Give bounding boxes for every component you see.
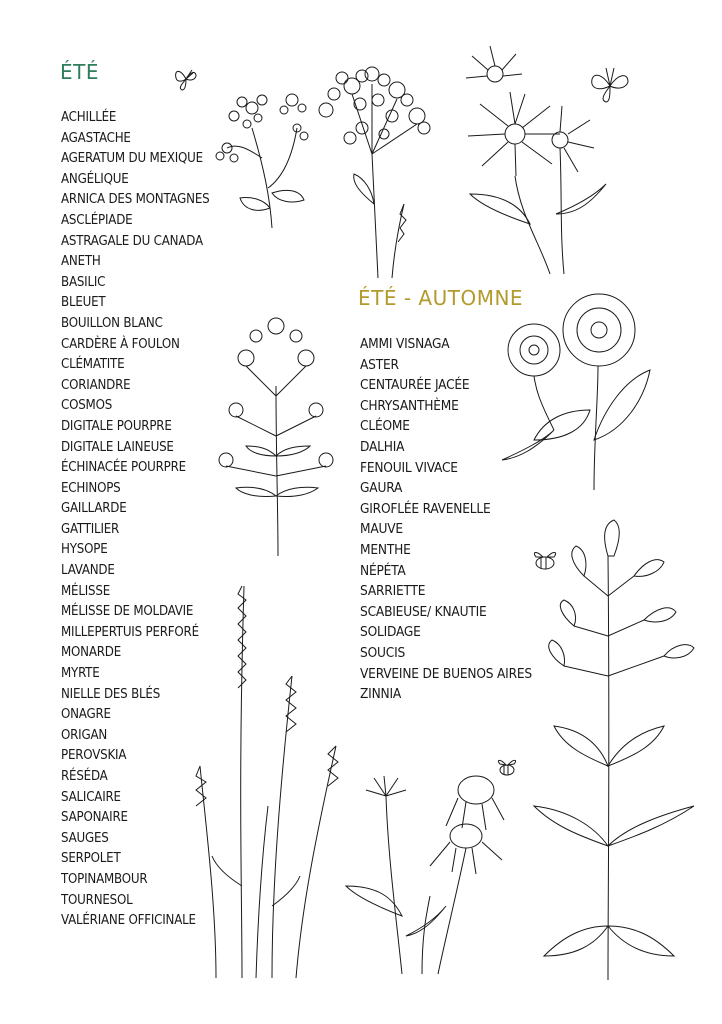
plant-list-item: RÉSÉDA: [61, 769, 108, 784]
plant-list-item: SCABIEUSE/ KNAUTIE: [360, 603, 487, 620]
plant-list-item: CARDÈRE À FOULON: [61, 336, 180, 352]
plant-list-item: GATTILIER: [61, 521, 120, 537]
plant-list-item: PEROVSKIA: [61, 748, 127, 764]
plant-list-item: SOLIDAGE: [360, 624, 421, 641]
plant-list-item: ANGÉLIQUE: [61, 171, 129, 187]
zinnia-icon: [494, 290, 674, 490]
plant-list-item: MAUVE: [360, 521, 403, 538]
plant-list-item: FENOUIL VIVACE: [360, 459, 458, 476]
plant-list-item: SARRIETTE: [360, 583, 426, 600]
speedwell-spikes-icon: [176, 586, 340, 978]
plant-list-item: ANETH: [61, 254, 101, 270]
plant-list-item: ARNICA DES MONTAGNES: [61, 192, 210, 208]
plant-list-item: GIROFLÉE RAVENELLE: [360, 500, 491, 517]
plant-list-item: ORIGAN: [61, 727, 108, 743]
plant-list-item: BLEUET: [61, 295, 106, 311]
plant-list-item: MÉLISSE DE MOLDAVIE: [61, 604, 194, 620]
plant-list-item: TOPINAMBOUR: [61, 871, 148, 887]
plant-list-item: AGASTACHE: [61, 130, 131, 146]
yarrow-flower-icon: [312, 64, 442, 278]
plant-list-item: ASTRAGALE DU CANADA: [61, 233, 203, 249]
coneflower-icon: [326, 756, 516, 974]
plant-list-item: AMMI VISNAGA: [360, 336, 450, 352]
plant-list-item: BOUILLON BLANC: [61, 315, 163, 331]
plant-list-item: DIGITALE LAINEUSE: [61, 439, 174, 455]
plant-list-item: MÉLISSE: [61, 583, 110, 599]
plant-list-item: MYRTE: [61, 666, 100, 682]
butterfly-icon: [588, 66, 632, 106]
plant-list-item: MONARDE: [61, 645, 122, 661]
plant-list-item: COSMOS: [61, 398, 113, 414]
plant-list-item: SAPONAIRE: [61, 810, 128, 826]
plant-list-item: DALHIA: [360, 438, 405, 455]
plant-list-item: GAILLARDE: [61, 501, 127, 517]
plant-list-item: CLÉOME: [360, 418, 410, 435]
plant-list-item: CORIANDRE: [61, 377, 131, 393]
bee-icon: [494, 756, 520, 780]
plant-list-item: CHRYSANTHÈME: [360, 397, 459, 414]
plant-list-item: BASILIC: [61, 274, 106, 290]
plant-list-item: ASCLÉPIADE: [61, 212, 133, 228]
plant-list-item: AGERATUM DU MEXIQUE: [61, 151, 203, 167]
plant-list-item: ZINNIA: [360, 686, 402, 703]
plant-list-item: SALICAIRE: [61, 789, 121, 805]
plant-list-item: HYSOPE: [61, 542, 108, 558]
plant-list-item: NÉPÉTA: [360, 562, 406, 579]
plant-list-item: CLÉMATITE: [61, 357, 125, 373]
plant-list-item: GAURA: [360, 480, 403, 497]
summer-autumn-section-title: ÉTÉ - AUTOMNE: [358, 286, 524, 310]
plant-list-item: SOUCIS: [360, 644, 406, 661]
plant-list-item: DIGITALE POURPRE: [61, 418, 172, 434]
plant-list-item: ONAGRE: [61, 707, 111, 723]
plant-list-item: TOURNESOL: [61, 892, 133, 908]
plant-list-item: MENTHE: [360, 541, 411, 558]
st-johns-wort-icon: [206, 306, 362, 556]
plant-list-item: MILLEPERTUIS PERFORÉ: [61, 624, 199, 640]
plant-list-item: ÉCHINACÉE POURPRE: [61, 460, 186, 476]
soapwort-icon: [524, 516, 704, 980]
plant-list-item: CENTAURÉE JACÉE: [360, 377, 470, 394]
plant-list-item: VERVEINE DE BUENOS AIRES: [360, 665, 532, 682]
plant-list-item: ASTER: [360, 356, 399, 373]
plant-list-item: SAUGES: [61, 830, 109, 846]
plant-list-item: ACHILLÉE: [61, 110, 117, 125]
plant-list-item: ECHINOPS: [61, 480, 121, 496]
plant-list-item: NIELLE DES BLÉS: [61, 686, 161, 702]
summer-section-title: ÉTÉ: [60, 60, 99, 84]
oregano-sprig-icon: [212, 88, 322, 228]
bee-icon: [528, 548, 562, 574]
butterfly-icon: [172, 66, 202, 92]
plant-list-item: LAVANDE: [61, 563, 115, 579]
plant-list-item: SERPOLET: [61, 851, 121, 867]
plant-list-item: VALÉRIANE OFFICINALE: [61, 913, 196, 929]
